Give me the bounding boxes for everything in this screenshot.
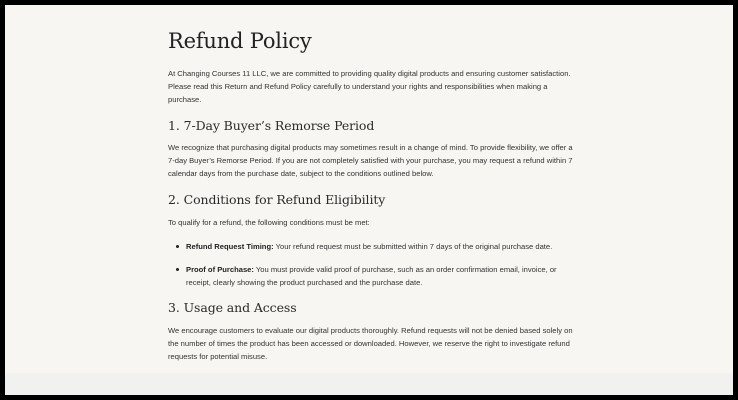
- bullet-icon: [176, 245, 179, 248]
- section-body-remorse-period: We recognize that purchasing digital products may sometimes result in a change of mind. To provide flexibility, we offer a 7-day Buyer’s Remorse Period. If you are not completely satisfied with your purchase, you may request a refund within 7 calendar days from the purchase date, subject to the conditions outlined below.: [168, 143, 573, 179]
- page-content: [5, 5, 733, 373]
- intro-paragraph: At Changing Courses 11 LLC, we are committed to providing quality digital products and ensuring customer satisfaction. Please read this Return and Refund Policy carefully to understand your rights and responsibilities when making a purchase.: [168, 69, 571, 105]
- section-heading-eligibility: 2. Conditions for Refund Eligibility: [168, 192, 386, 207]
- section-body-eligibility: To qualify for a refund, the following conditions must be met:: [168, 218, 370, 227]
- bullet-label: Proof of Purchase:: [186, 265, 254, 274]
- list-item-refund-timing: [186, 240, 571, 253]
- section-body-usage-access: We encourage customers to evaluate our digital products thoroughly. Refund requests will not be denied based solely on the number of times the product has been accessed or downloaded. However, we reserve the right to investigate refund requests for potential misuse.: [168, 326, 573, 362]
- bullet-label: Refund Request Timing:: [186, 242, 274, 251]
- section-heading-remorse-period: 1. 7-Day Buyer’s Remorse Period: [168, 118, 375, 133]
- bullet-icon: [176, 268, 179, 271]
- section-heading-usage-access: 3. Usage and Access: [168, 300, 297, 315]
- bullet-text: You must provide valid proof of purchase, such as an order confirmation email, invoice, or receipt, clearly showing the product purchased and the purchase date.: [186, 265, 557, 288]
- list-item-proof-of-purchase: [186, 263, 571, 289]
- page-title: Refund Policy: [168, 29, 312, 53]
- browser-viewport: [5, 5, 733, 395]
- bullet-text: Your refund request must be submitted within 7 days of the original purchase date.: [273, 242, 553, 251]
